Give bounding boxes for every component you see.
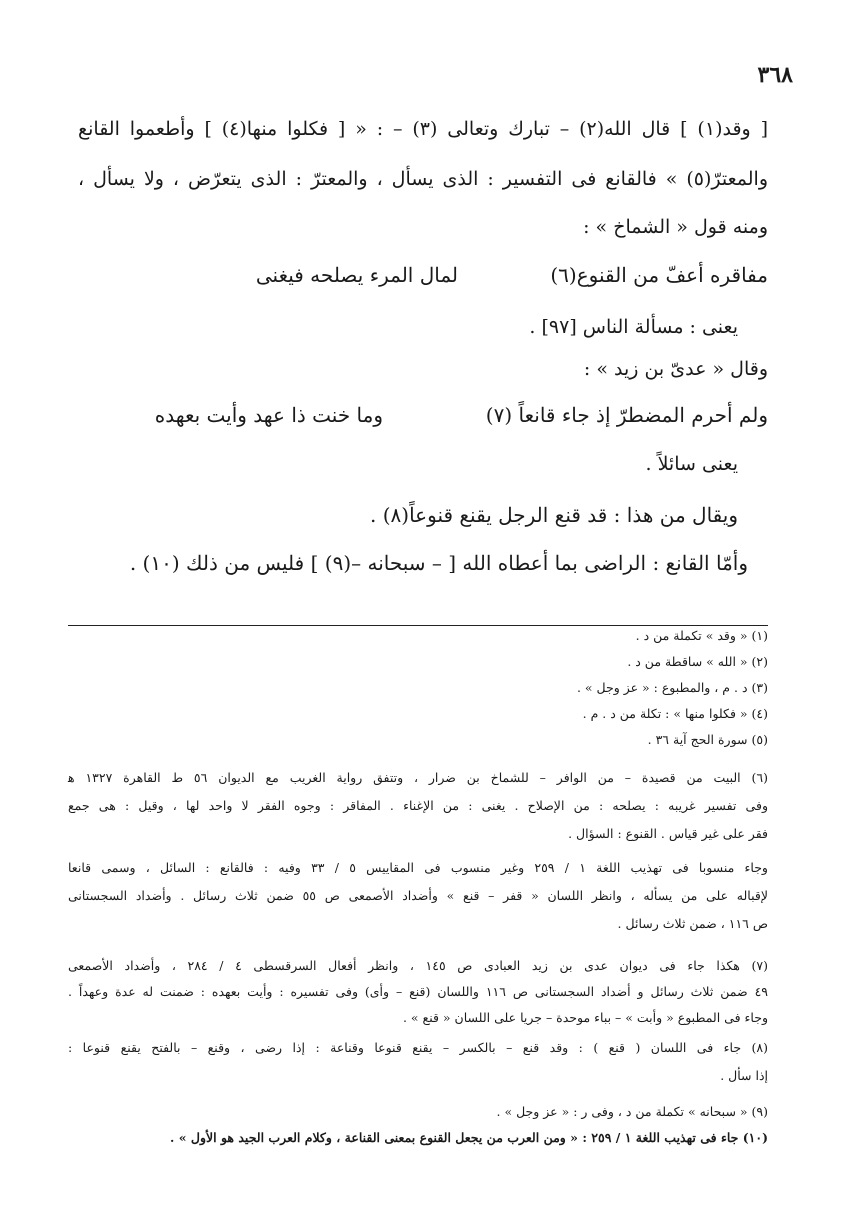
footnote-continuation: ٤٩ ضمن ثلاث رسائل و أضداد السجستانى ص ١١٦ واللسان (قنع – وأى) وفى تفسيره : وأيت بعهده : ضمنت له عدة وعهداً .	[68, 984, 768, 999]
explanation-line: يعنى : مسألة الناس [٩٧] .	[529, 316, 738, 338]
verse-hemistich-first: وما خنت ذا عهد وأيت بعهده	[154, 403, 383, 427]
footnote: (٣) د . م ، والمطبوع : « عز وجل » .	[576, 680, 768, 695]
footnote: (٧) هكذا جاء فى ديوان عدى بن زيد العبادى ص ١٤٥ ، وانظر أفعال السرقسطى ٤ / ٢٨٤ ، وأضداد الأصمعى	[68, 958, 768, 973]
footnote-continuation: وجاء فى المطبوع « وأبت » – بباء موحدة – جريا على اللسان « قنع » .	[402, 1010, 768, 1025]
footnote: (٤) « فكلوا منها » : تكلة من د . م .	[582, 706, 768, 721]
verse-hemistich-second: ولم أحرم المضطرّ إذ جاء قانعاً (٧)	[485, 403, 768, 427]
paragraph-line: ومنه قول « الشماخ » :	[583, 216, 768, 238]
footnote-continuation: لإقباله على من يسأله ، وانظر اللسان « قفر – قنع » وأضداد الأصمعى ص ٥٥ ضمن ثلاث رسائل . وأضداد السجستانى	[68, 888, 768, 903]
footnote: (١٠) جاء فى تهذيب اللغة ١ / ٢٥٩ : « ومن العرب من يجعل القنوع بمعنى القناعة ، وكلام العرب الجيد هو الأول » .	[170, 1130, 768, 1145]
footnote: (٦) البيت من قصيدة – من الوافر – للشماخ بن ضرار ، وتتفق رواية الغريب مع الديوان ٥٦ ط القاهرة ١٣٢٧ ﻫ	[68, 770, 768, 785]
footnote: (٥) سورة الحج آية ٣٦ .	[647, 732, 768, 747]
footnote-continuation: وفى تفسير غريبه : يصلحه : من الإصلاح . يغنى : من الإغناء . المفاقر : وجوه الفقر لا واحد لها ، وقيل : هى جمع	[68, 798, 768, 813]
verse-hemistich-second: مفاقره أعفّ من القنوع(٦)	[550, 263, 768, 287]
footnote: (٩) « سبحانه » تكملة من د ، وفى ر : « عز وجل » .	[496, 1104, 768, 1119]
paragraph-line: ويقال من هذا : قد قنع الرجل يقنع قنوعاً(٨) .	[370, 503, 738, 527]
footnote-continuation: إذا سأل .	[720, 1068, 768, 1083]
footnote-divider	[68, 625, 768, 626]
paragraph-line: [ وقد(١) ] قال الله(٢) – تبارك وتعالى (٣) – : « [ فكلوا منها(٤) ] وأطعموا القانع	[78, 118, 768, 140]
footnote-continuation: ص ١١٦ ، ضمن ثلاث رسائل .	[617, 916, 768, 931]
paragraph-line: والمعترّ(٥) » فالقانع فى التفسير : الذى يسأل ، والمعترّ : الذى يتعرّض ، ولا يسأل ،	[78, 168, 768, 190]
footnote-continuation: فقر على غير قياس . القنوع : السؤال .	[568, 826, 768, 841]
verse-hemistich-first: لمال المرء يصلحه فيغنى	[255, 263, 458, 287]
footnote: (٢) « الله » ساقطة من د .	[627, 654, 768, 669]
page-number: ٣٦٨	[757, 62, 793, 88]
paragraph-line: وأمّا القانع : الراضى بما أعطاه الله [ – سبحانه –(٩) ] فليس من ذلك (١٠) .	[129, 551, 748, 575]
explanation-line: يعنى سائلاً .	[645, 453, 738, 475]
quote-intro-line: وقال « عدىّ بن زيد » :	[583, 358, 768, 380]
footnote: (١) « وقد » تكملة من د .	[635, 628, 768, 643]
footnote: (٨) جاء فى اللسان ( قنع ) : وقد قنع – بالكسر – يقنع قنوعا وقناعة : إذا رضى ، وقنع – بالفتح يقنع قنوعا :	[68, 1040, 768, 1055]
footnote-continuation: وجاء منسوبا فى تهذيب اللغة ١ / ٢٥٩ وغير منسوب فى المقاييس ٥ / ٣٣ وفيه : فالقانع : السائل ، وسمى قانعا	[68, 860, 768, 875]
